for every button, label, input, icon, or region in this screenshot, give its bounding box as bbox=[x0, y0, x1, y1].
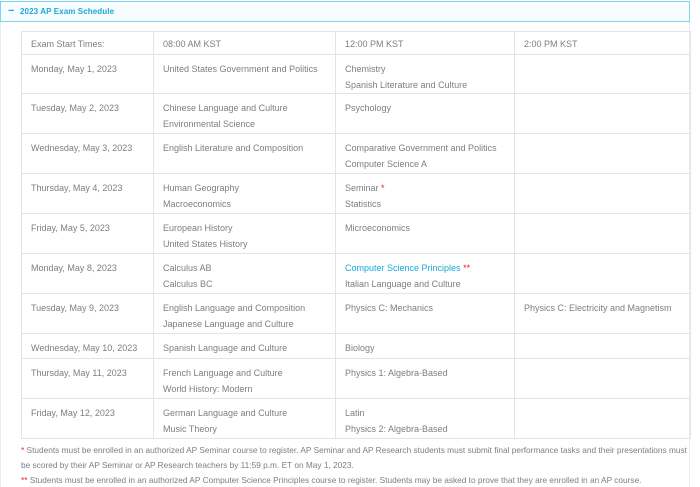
morning-exam-cell bbox=[154, 94, 336, 134]
exam-name: Music Theory bbox=[163, 423, 217, 434]
exam-name: Comparative Government and Politics bbox=[345, 143, 497, 153]
exam-schedule-table bbox=[21, 31, 691, 439]
afternoon-exam-cell bbox=[515, 399, 691, 439]
noon-exam-cell bbox=[336, 254, 515, 294]
exam-name: Physics 2: Algebra-Based bbox=[345, 423, 448, 434]
date-cell: Thursday, May 11, 2023 bbox=[22, 359, 154, 399]
exam-name: Physics C: Mechanics bbox=[345, 303, 434, 313]
morning-exam-cell bbox=[154, 55, 336, 94]
exam-name: European History bbox=[163, 223, 233, 233]
exam-name: Physics 1: Algebra-Based bbox=[345, 368, 448, 378]
accordion-header[interactable] bbox=[0, 1, 690, 22]
exam-name bbox=[345, 181, 505, 197]
footnote-text: Students must be enrolled in an authorized AP Seminar course to register. AP Seminar and AP Research students must submit final performance tasks and their presentations must be scored by their AP Seminar or AP Research teachers by 11:59 p.m. ET on May 1, 2023. bbox=[21, 445, 687, 470]
exam-name: Latin bbox=[345, 408, 365, 418]
seminar-footnote bbox=[21, 443, 691, 473]
exam-name: Biology bbox=[345, 343, 375, 353]
morning-exam-cell bbox=[154, 399, 336, 439]
exam-name: English Literature and Composition bbox=[163, 143, 304, 153]
noon-exam-cell bbox=[336, 134, 515, 174]
noon-exam-cell bbox=[336, 294, 515, 334]
footnote-mark: ** bbox=[21, 475, 28, 485]
exam-name: Human Geography bbox=[163, 183, 240, 193]
morning-exam-cell bbox=[154, 359, 336, 399]
exam-name: Italian Language and Culture bbox=[345, 278, 461, 289]
date-cell: Tuesday, May 9, 2023 bbox=[22, 294, 154, 334]
morning-exam-cell bbox=[154, 254, 336, 294]
table-row bbox=[22, 214, 691, 254]
date-cell: Tuesday, May 2, 2023 bbox=[22, 94, 154, 134]
header-cell: 08:00 AM KST bbox=[154, 32, 336, 55]
afternoon-exam-cell bbox=[515, 214, 691, 254]
afternoon-exam-cell bbox=[515, 294, 691, 334]
exam-name: Spanish Language and Culture bbox=[163, 343, 288, 353]
table-row bbox=[22, 134, 691, 174]
table-row bbox=[22, 254, 691, 294]
exam-name: Calculus AB bbox=[163, 263, 212, 273]
seminar-footnote-mark: * bbox=[381, 183, 385, 193]
seminar-label: Seminar bbox=[345, 183, 379, 193]
exam-name: Physics C: Electricity and Magnetism bbox=[524, 303, 672, 313]
noon-exam-cell bbox=[336, 94, 515, 134]
date-cell: Wednesday, May 3, 2023 bbox=[22, 134, 154, 174]
date-cell: Monday, May 1, 2023 bbox=[22, 55, 154, 94]
morning-exam-cell bbox=[154, 294, 336, 334]
morning-exam-cell bbox=[154, 174, 336, 214]
footnotes bbox=[21, 443, 691, 487]
exam-name: German Language and Culture bbox=[163, 408, 288, 418]
table-row bbox=[22, 334, 691, 359]
morning-exam-cell bbox=[154, 334, 336, 359]
table-header-row bbox=[22, 32, 691, 55]
exam-name bbox=[345, 261, 505, 277]
table-row bbox=[22, 294, 691, 334]
exam-name: Japanese Language and Culture bbox=[163, 318, 294, 329]
accordion-title[interactable]: 2023 AP Exam Schedule bbox=[20, 7, 115, 16]
csp-footnote-mark: ** bbox=[463, 263, 471, 273]
collapse-icon[interactable]: − bbox=[8, 5, 15, 17]
afternoon-exam-cell bbox=[515, 359, 691, 399]
date-cell: Friday, May 12, 2023 bbox=[22, 399, 154, 439]
noon-exam-cell bbox=[336, 174, 515, 214]
date-cell: Thursday, May 4, 2023 bbox=[22, 174, 154, 214]
exam-name: Calculus BC bbox=[163, 278, 213, 289]
noon-exam-cell bbox=[336, 214, 515, 254]
date-cell: Wednesday, May 10, 2023 bbox=[22, 334, 154, 359]
exam-name: French Language and Culture bbox=[163, 368, 283, 378]
exam-name: Chemistry bbox=[345, 64, 386, 74]
noon-exam-cell bbox=[336, 334, 515, 359]
footnote-text: Students must be enrolled in an authorized AP Computer Science Principles course to register. Students may be asked to prove that they are enrolled in an AP course. bbox=[27, 475, 642, 485]
morning-exam-cell bbox=[154, 214, 336, 254]
noon-exam-cell bbox=[336, 399, 515, 439]
afternoon-exam-cell bbox=[515, 334, 691, 359]
exam-name: Computer Science A bbox=[345, 158, 428, 169]
exam-name: Environmental Science bbox=[163, 118, 256, 129]
afternoon-exam-cell bbox=[515, 174, 691, 214]
morning-exam-cell bbox=[154, 134, 336, 174]
header-cell: 12:00 PM KST bbox=[336, 32, 515, 55]
exam-name: Macroeconomics bbox=[163, 198, 232, 209]
csp-footnote bbox=[21, 473, 691, 487]
exam-name: Chinese Language and Culture bbox=[163, 103, 288, 113]
date-cell: Friday, May 5, 2023 bbox=[22, 214, 154, 254]
exam-name: Psychology bbox=[345, 103, 392, 113]
computer-science-principles-link[interactable]: Computer Science Principles bbox=[345, 263, 461, 273]
header-cell: 2:00 PM KST bbox=[515, 32, 691, 55]
afternoon-exam-cell bbox=[515, 94, 691, 134]
afternoon-exam-cell bbox=[515, 55, 691, 94]
table-row bbox=[22, 359, 691, 399]
noon-exam-cell bbox=[336, 55, 515, 94]
exam-name: Statistics bbox=[345, 198, 382, 209]
exam-name: United States History bbox=[163, 238, 248, 249]
exam-name: English Language and Composition bbox=[163, 303, 306, 313]
table-row bbox=[22, 55, 691, 94]
date-cell: Monday, May 8, 2023 bbox=[22, 254, 154, 294]
exam-name: United States Government and Politics bbox=[163, 64, 318, 74]
footnote-mark: * bbox=[21, 445, 25, 455]
afternoon-exam-cell bbox=[515, 134, 691, 174]
exam-name: Spanish Literature and Culture bbox=[345, 79, 468, 90]
table-row bbox=[22, 174, 691, 214]
table-row bbox=[22, 399, 691, 439]
exam-name: Microeconomics bbox=[345, 223, 411, 233]
table-row bbox=[22, 94, 691, 134]
noon-exam-cell bbox=[336, 359, 515, 399]
header-cell: Exam Start Times: bbox=[22, 32, 154, 55]
afternoon-exam-cell bbox=[515, 254, 691, 294]
exam-name: World History: Modern bbox=[163, 383, 253, 394]
